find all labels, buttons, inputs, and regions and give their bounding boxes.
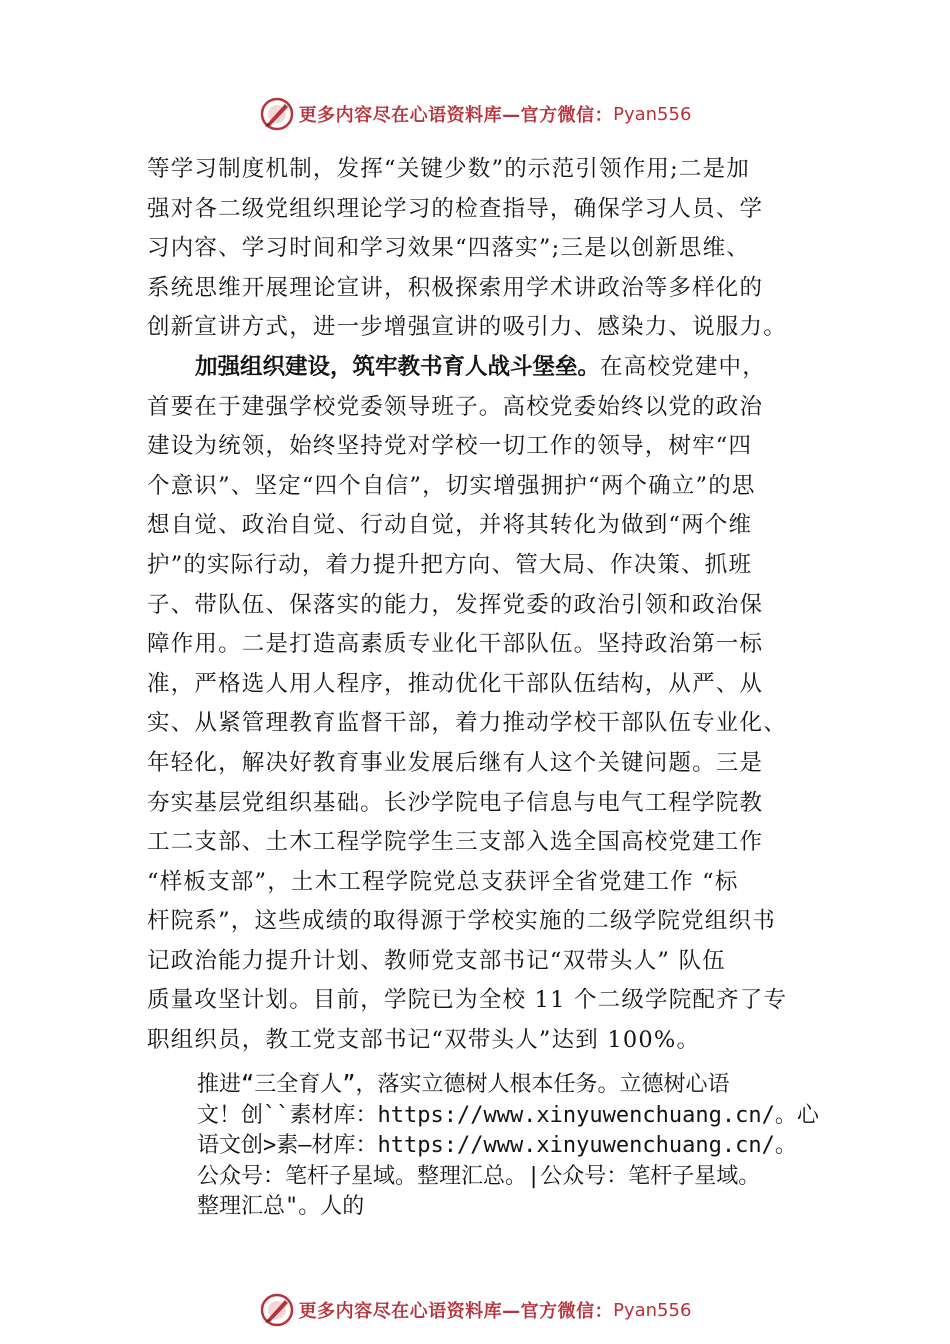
text-line: 首要在于建强学校党委领导班子。高校党委始终以党的政治	[147, 393, 764, 420]
text-line: 整理汇总"。人的	[197, 1194, 365, 1219]
text-line: “样板支部”，土木工程学院党总支获评全省党建工作 “标	[147, 868, 739, 895]
banner-account: Pyan556	[613, 1299, 692, 1321]
brush-logo-icon	[259, 1292, 295, 1328]
text-line: 强对各二级党组织理论学习的检查指导，确保学习人员、学	[147, 195, 764, 222]
text-line: 杆院系”，这些成绩的取得源于学校实施的二级学院党组织书	[147, 908, 776, 935]
text-line: 公众号：笔杆子星域。整理汇总。|公众号：笔杆子星域。	[197, 1163, 761, 1189]
header-banner	[0, 94, 950, 134]
text-line: 创新宣讲方式，进一步增强宣讲的吸引力、感染力、说服力。	[147, 314, 787, 341]
banner-text: 更多内容尽在心语资料库—官方微信：	[298, 105, 614, 126]
banner-account: Pyan556	[613, 103, 692, 125]
text-line: 子、带队伍、保落实的能力，发挥党委的政治引领和政治保	[147, 591, 764, 618]
footer-banner	[0, 1290, 950, 1330]
text-line: 个意识”、坚定“四个自信”，切实增强拥护“两个确立”的思	[147, 472, 756, 499]
text-line: 护”的实际行动，着力提升把方向、管大局、作决策、抓班	[147, 551, 753, 578]
text-line: 推进“三全育人”，落实立德树人根本任务。立德树心语	[197, 1072, 730, 1097]
text-line: 职组织员，教工党支部书记“双带头人”达到 100%。	[147, 1027, 701, 1054]
watermark-paragraph	[197, 1070, 847, 1223]
text-line: 工二支部、土木工程学院学生三支部入选全国高校党建工作	[147, 829, 764, 856]
brush-logo-icon	[259, 96, 295, 132]
text-line: 记政治能力提升计划、教师党支部书记“双带头人” 队伍	[147, 947, 726, 974]
text-line: 障作用。二是打造高素质专业化干部队伍。坚持政治第一标	[147, 631, 764, 658]
text-line: 实、从紧管理教育监督干部，着力推动学校干部队伍专业化、	[147, 710, 787, 737]
banner-text: 更多内容尽在心语资料库—官方微信：	[298, 1301, 614, 1322]
text-line: 准，严格选人用人程序，推动优化干部队伍结构，从严、从	[147, 670, 764, 697]
text-line: 等学习制度机制，发挥“关键少数”的示范引领作用;二是加	[147, 156, 750, 182]
text-line: 想自觉、政治自觉、行动自觉，并将其转化为做到“两个维	[147, 512, 753, 539]
document-body	[147, 150, 823, 1061]
text-line: 夯实基层党组织基础。长沙学院电子信息与电气工程学院教	[147, 789, 764, 816]
text-line: 系统思维开展理论宣讲，积极探索用学术讲政治等多样化的	[147, 274, 764, 301]
paragraph-heading-line	[147, 348, 823, 388]
text-line: 习内容、学习时间和学习效果“四落实”;三是以创新思维、	[147, 235, 750, 262]
text-line: 文！创``素材库：https://www.xinyuwenchuang.cn/。心	[197, 1102, 819, 1128]
paragraph-heading: 加强组织建设，筑牢教书育人战斗堡垒。	[195, 353, 601, 380]
text-line: 语文创>素—材库：https://www.xinyuwenchuang.cn/。	[197, 1133, 797, 1158]
text-line: 质量攻坚计划。目前，学院已为全校 11 个二级学院配齐了专	[147, 987, 788, 1014]
text-line: 建设为统领，始终坚持党对学校一切工作的领导，树牢“四	[147, 433, 753, 460]
text-line: 年轻化，解决好教育事业发展后继有人这个关键问题。三是	[147, 749, 764, 776]
paragraph-heading-rest: 在高校党建中，	[600, 353, 766, 380]
